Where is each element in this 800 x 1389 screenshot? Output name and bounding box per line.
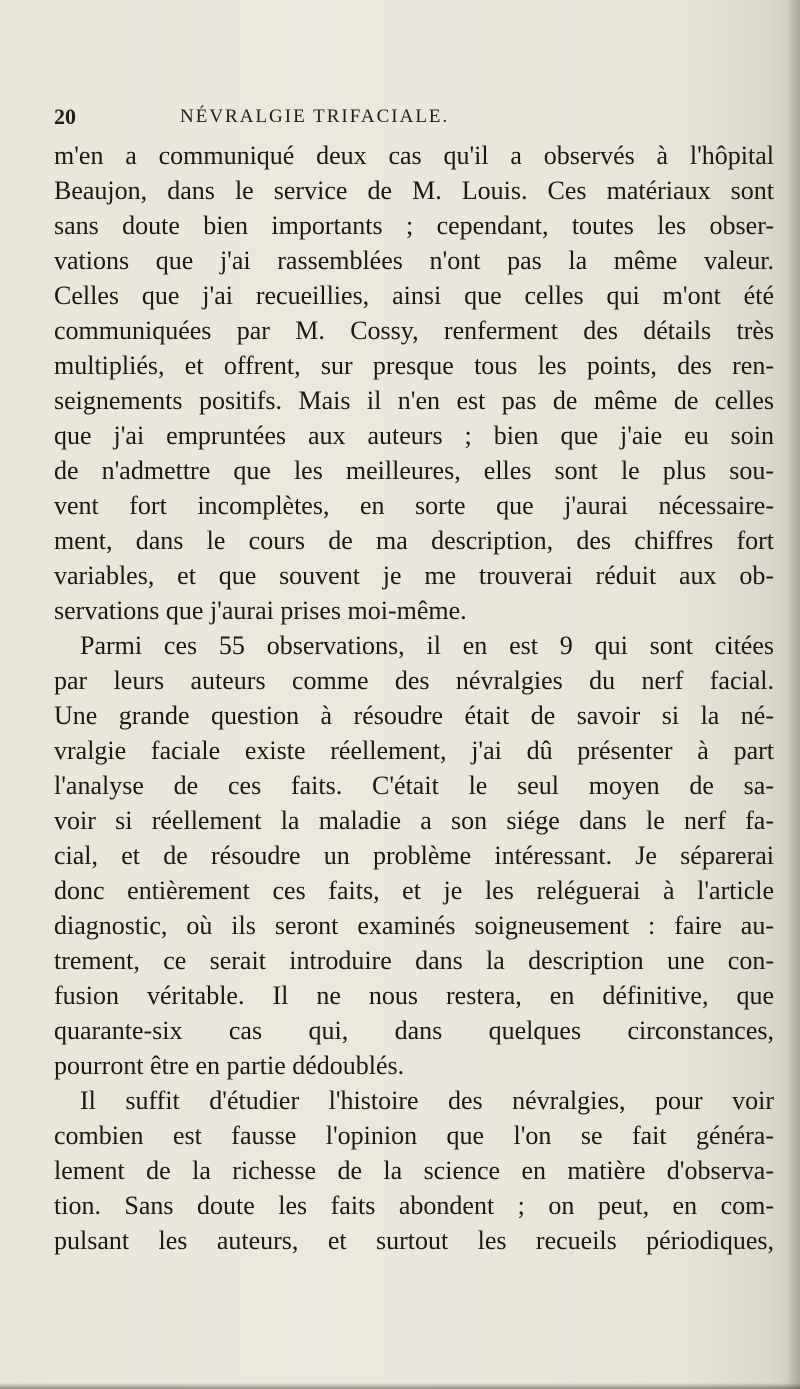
text-line: trement, ce serait introduire dans la description une con- [54,946,774,975]
page-edge-shadow [786,0,800,1389]
text-line: diagnostic, où ils seront examinés soigneusement : faire au- [54,911,774,940]
text-line: cial, et de résoudre un problème intéressant. Je séparerai [54,841,774,870]
text-line: donc entièrement ces faits, et je les reléguerai à l'article [54,876,774,905]
paragraph-start-line: Il suffit d'étudier l'histoire des névralgies, pour voir [80,1086,774,1115]
text-line: que j'ai empruntées aux auteurs ; bien que j'aie eu soin [54,421,774,450]
text-line: vent fort incomplètes, en sorte que j'aurai nécessaire- [54,491,774,520]
text-line: variables, et que souvent je me trouverai réduit aux ob- [54,561,774,590]
text-line: multipliés, et offrent, sur presque tous les points, des ren- [54,351,774,380]
text-line: l'analyse de ces faits. C'était le seul moyen de sa- [54,771,774,800]
text-line: fusion véritable. Il ne nous restera, en définitive, que [54,981,774,1010]
text-line: sans doute bien importants ; cependant, toutes les obser- [54,211,774,240]
page-number: 20 [54,104,76,129]
text-line: Celles que j'ai recueillies, ainsi que celles qui m'ont été [54,281,774,310]
text-line: de n'admettre que les meilleures, elles sont le plus sou- [54,456,774,485]
text-line: seignements positifs. Mais il n'en est pas de même de celles [54,386,774,415]
text-line: lement de la richesse de la science en matière d'observa- [54,1156,774,1185]
text-line: pulsant les auteurs, et surtout les recueils périodiques, [54,1226,774,1255]
text-line: servations que j'aurai prises moi-même. [54,596,467,625]
running-head: NÉVRALGIE TRIFACIALE. [180,106,450,127]
text-line: pourront être en partie dédoublés. [54,1051,405,1080]
text-line: tion. Sans doute les faits abondent ; on peut, en com- [54,1191,774,1220]
paragraph-start-line: Parmi ces 55 observations, il en est 9 qui sont citées [80,631,774,660]
body-text [54,138,774,1258]
text-line: m'en a communiqué deux cas qu'il a observés à l'hôpital [54,141,774,170]
text-line: combien est fausse l'opinion que l'on se fait généra- [54,1121,774,1150]
page-bottom-shadow [0,1383,800,1389]
text-line: Une grande question à résoudre était de savoir si la né- [54,701,774,730]
text-line: ment, dans le cours de ma description, des chiffres fort [54,526,774,555]
text-line: par leurs auteurs comme des névralgies du nerf facial. [54,666,774,695]
text-line: communiquées par M. Cossy, renferment des détails très [54,316,774,345]
text-line: Beaujon, dans le service de M. Louis. Ces matériaux sont [54,176,774,205]
page-header [54,104,774,138]
text-line: voir si réellement la maladie a son siége dans le nerf fa- [54,806,774,835]
text-line: quarante-six cas qui, dans quelques circonstances, [54,1016,774,1045]
text-line: vralgie faciale existe réellement, j'ai dû présenter à part [54,736,774,765]
text-line: vations que j'ai rassemblées n'ont pas la même valeur. [54,246,774,275]
